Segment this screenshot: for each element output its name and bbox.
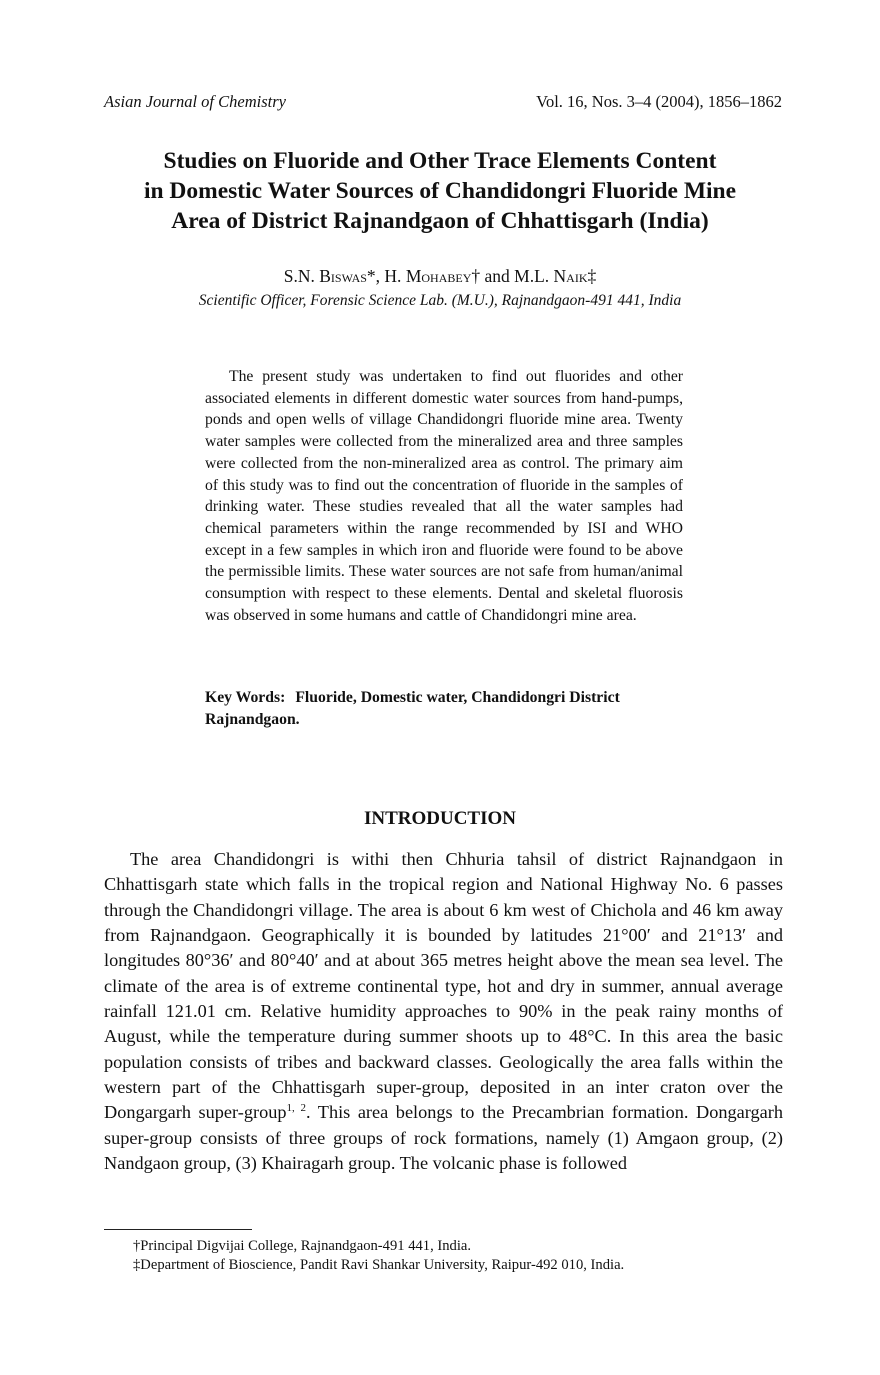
section-heading-introduction: INTRODUCTION bbox=[363, 808, 517, 829]
keywords-text: Fluoride, Domestic water, Chandidongri District Rajnandgaon. bbox=[205, 689, 620, 728]
footnote-divider bbox=[104, 1229, 252, 1230]
running-head bbox=[104, 92, 782, 114]
author-2-initials: H. bbox=[384, 266, 406, 286]
author-3-initials: M.L. bbox=[514, 266, 554, 286]
author-1-surname: Biswas bbox=[319, 266, 367, 286]
keywords bbox=[205, 687, 683, 730]
title-line-3: Area of District Rajnandgaon of Chhattisgarh (India) bbox=[171, 208, 709, 234]
author-1-mark: *, bbox=[366, 266, 385, 286]
introduction-text-1: The area Chandidongri is withi then Chhuria tahsil of district Rajnandgaon in Chhattisgarh state which falls in the tropical region and National Highway No. 6 passes through the Chandidongri village. The area is about 6 km west of Chichola and 46 km away from Rajnandgaon. Geographically it is bounded by latitudes 21°00′ and 21°13′ and longitudes 80°36′ and 80°40′ and at about 365 metres height above the mean sea level. The climate of the area is of extreme continental type, hot and dry in summer, annual average rainfall 121.01 cm. Relative humidity approaches to 90% in the peak rainy months of August, while the temperature during summer shoots up to 48°C. In this area the basic population consists of tribes and backward classes. Geologically the area falls within the western part of the Chhattisgarh super-group, deposited in an inter craton over the Dongargarh super-group bbox=[104, 849, 783, 1123]
title-line-2: in Domestic Water Sources of Chandidongri Fluoride Mine bbox=[143, 178, 737, 204]
article-title bbox=[60, 146, 820, 236]
footnote-1: †Principal Digvijai College, Rajnandgaon-491 441, India. bbox=[133, 1238, 472, 1254]
author-affiliation: Scientific Officer, Forensic Science Lab. (M.U.), Rajnandgaon-491 441, India bbox=[198, 292, 682, 309]
journal-name: Asian Journal of Chemistry bbox=[104, 92, 286, 111]
title-line-1: Studies on Fluoride and Other Trace Elements Content bbox=[163, 148, 717, 174]
author-3-mark: ‡ bbox=[587, 266, 597, 286]
author-1-initials: S.N. bbox=[283, 266, 320, 286]
volume-info: Vol. 16, Nos. 3–4 (2004), 1856–1862 bbox=[536, 92, 782, 111]
abstract: The present study was undertaken to find out fluorides and other associated elements in different domestic water sources from hand-pumps, ponds and open wells of village Chandidongri fluoride mine area. Twenty water samples were collected from the mineralized area and three samples were collected from the non-mineralized area as control. The primary aim of this study was to find out the concentration of fluoride in the samples of drinking water. These studies revealed that all the water samples had chemical parameters within the range recommended by ISI and WHO except in a few samples in which iron and fluoride were found to be above the permissible limits. These water sources are not safe from human/animal consumption with respect to these elements. Dental and skeletal fluorosis was observed in some humans and cattle of Chandidongri mine area. bbox=[205, 368, 683, 624]
citation-superscript: 1, 2 bbox=[286, 1102, 306, 1115]
footnote-2: ‡Department of Bioscience, Pandit Ravi Shankar University, Raipur-492 010, India. bbox=[133, 1257, 625, 1273]
keywords-label: Key Words: bbox=[205, 689, 286, 706]
author-2-surname: Mohabey bbox=[405, 266, 472, 286]
introduction-text-2: . This area belongs to the Precambrian formation. Dongargarh super-group consists of three groups of rock formations, namely (1) Amgaon group, (2) Nandgaon group, (3) Khairagarh group. The volcanic phase is followed bbox=[104, 1102, 783, 1174]
introduction-paragraph bbox=[104, 847, 783, 1176]
author-3-surname: Naik bbox=[553, 266, 588, 286]
author-list bbox=[60, 266, 820, 287]
author-2-mark: † and bbox=[471, 266, 515, 286]
